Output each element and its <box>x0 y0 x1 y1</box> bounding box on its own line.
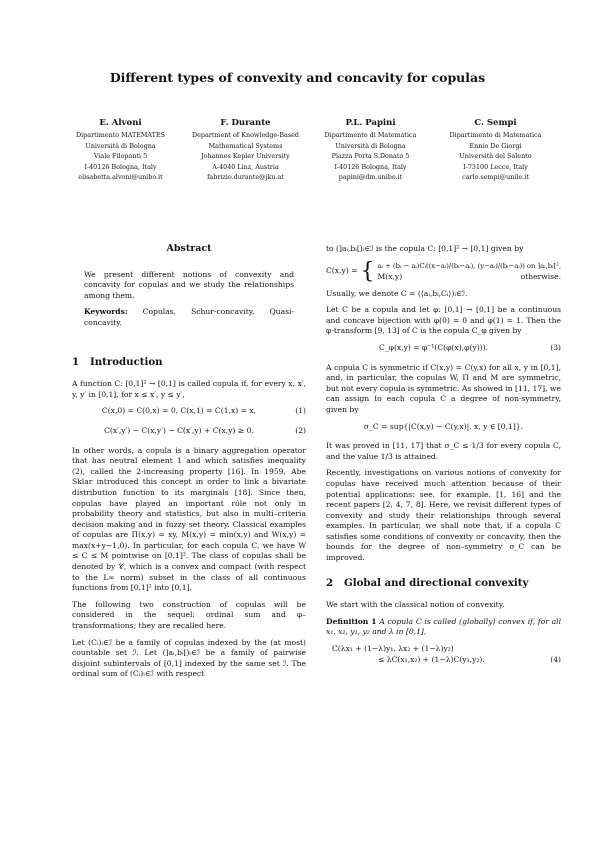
equation-body: C(x,0) = C(0,x) = 0, C(x,1) = C(1,x) = x, <box>101 406 257 416</box>
author-email: carlo.sempi@unile.it <box>462 173 529 181</box>
ordinal-sum-equation <box>326 258 561 284</box>
section-title: Introduction <box>90 355 163 368</box>
equation-2 <box>72 426 306 437</box>
definition-1 <box>326 617 561 638</box>
definition-text: A copula C is called (globally) convex if, for all x₁, x₂, y₁, y₂ and λ in [0,1], <box>326 616 561 637</box>
equation-line-row <box>326 655 561 666</box>
author-list <box>58 117 558 183</box>
author-email: papini@dm.unibo.it <box>338 173 403 181</box>
equation-3 <box>326 343 561 354</box>
equation-body: C_φ(x,y) = φ⁻¹(C(φ(x),φ(y))). <box>379 342 488 352</box>
section-title: Global and directional convexity <box>344 576 529 589</box>
equation-4 <box>326 644 561 665</box>
paragraph: In other words, a copula is a binary aggregation operator that has neutral element 1 and which satisfies inequality (2), called the 2-increasing property [16]. In 1959, Abe Sklar introduced this concept in order to link a bivariate distribution function to its marginals [18]. Since then, copulas have played an important rôle not only in probability theory and statistics, but also in multi–criteria decision making and in fuzzy set theory. Classical examples of copulas are Π(x,y) = xy, M(x,y) = min(x,y) and W(x,y) = max(x+y−1,0). In particular, for each copula C, we have W ≤ C ≤ M pointwise on [0,1]². The class of copulas shall be denoted by 𝒞, which is a convex and compact (with respect to the L∞ norm) subset in the class of all continuous functions from [0,1]² into [0,1]. <box>72 445 306 593</box>
paragraph: We start with the classical notion of convexity. <box>326 600 505 610</box>
author-address-line: Johannes Kepler University <box>201 152 290 160</box>
equation-sigma <box>326 422 561 433</box>
author-block <box>308 117 433 183</box>
keywords-text: Copulas, Schur-concavity, Quasi-concavity. <box>84 307 294 327</box>
right-column <box>326 244 561 665</box>
equation-line: C(λx₁ + (1−λ)y₁, λx₂ + (1−λ)y₂) <box>332 644 454 654</box>
author-affiliation-line: Dipartimento di Matematica <box>324 131 417 139</box>
paper-title: Different types of convexity and concavity for copulas <box>109 70 486 85</box>
author-affiliation-line: Department of Knowledge-Based <box>191 131 300 139</box>
paragraph: A function C: [0,1]² → [0,1] is called copula if, for every x, x′, y, y′ in [0,1], for x ≤ x′, y ≤ y′, <box>72 379 306 399</box>
author-address-line: A-4040 Linz, Austria <box>212 162 279 171</box>
author-affiliation-line: Università di Bologna <box>85 141 156 150</box>
case-condition: on ]aᵢ,bᵢ[², <box>526 262 561 270</box>
abstract <box>84 270 294 329</box>
section-heading-global-convexity <box>326 578 561 589</box>
equation-lhs: C(x,y) = <box>326 266 358 276</box>
paragraph: Usually, we denote C = (⟨aᵢ,bᵢ,Cᵢ⟩)ᵢ∈ℐ. <box>326 288 468 298</box>
paragraph: A copula C is symmetric if C(x,y) = C(y,x) for all x, y in [0,1], and, in particular, the copulas W, Π and M are symmetric, but not every copula is symmetric. As showed in [11, 17], we can assign to each copula C a degree of non-symmetry, given by <box>326 362 561 414</box>
author-address-line: I-40126 Bologna, Italy <box>334 162 407 171</box>
case-condition: otherwise. <box>520 271 561 281</box>
left-column <box>72 244 306 686</box>
author-affiliation-line: Ennio De Giorgi <box>469 141 522 150</box>
author-name: C. Sempi <box>474 118 517 128</box>
paragraph: It was proved in [11, 17] that σ_C ≤ 1/3 for every copula C, and the value 1/3 is attained. <box>326 441 561 461</box>
author-address-line: I-73100 Lecce, Italy <box>463 162 528 171</box>
author-affiliation-line: Dipartimento di Matematica <box>449 131 542 139</box>
paragraph: The following two construction of copulas will be considered in the sequel: ordinal sum and φ–transformations; they are recalled here. <box>72 599 306 631</box>
author-name: F. Durante <box>220 118 271 128</box>
author-block <box>433 117 558 183</box>
author-affiliation-line: Mathematical Systems <box>208 141 283 150</box>
section-heading-introduction <box>72 357 306 368</box>
keywords-label: Keywords: <box>84 307 128 317</box>
case-expression: aᵢ + (bᵢ − aᵢ)Cᵢ((x−aᵢ)/(bᵢ−aᵢ), (y−aᵢ)/(bᵢ−aᵢ)) <box>377 262 525 270</box>
abstract-text: We present different notions of convexity and concavity for copulas and we study the relationships among them. <box>84 269 294 300</box>
equation-number: (1) <box>295 406 306 416</box>
equation-1 <box>72 406 306 417</box>
paragraph: Let (Cᵢ)ᵢ∈ℐ be a family of copulas indexed by the (at most) countable set ℐ. Let (]aᵢ,bᵢ[)ᵢ∈ℐ be a family of pairwise disjoint subintervals of [0,1] indexed by the same set ℐ. The ordinal sum of (Cᵢ)ᵢ∈ℐ with respect <box>72 637 306 679</box>
paragraph: Recently, investigations on various notions of convexity for copulas have received much attention because of their potential applications: see, for example, [1, 16] and the recent papers [2, 4, 7, 8]. Here, we revisit different types of convexity and study their relationships through several examples. In particular, we shall note that, if a copula C satisfies some conditions of convexity or concavity, then the bounds for the degree of non–symmetry σ_C can be improved. <box>326 468 561 563</box>
author-block <box>183 117 308 183</box>
case-row <box>378 261 562 272</box>
section-number: 2 <box>326 576 334 589</box>
author-name: E. Alvoni <box>99 118 142 128</box>
author-affiliation-line: Dipartimento MATEMATES <box>76 131 165 139</box>
author-name: P.L. Papini <box>345 118 396 128</box>
case-expression: M(x,y) <box>377 271 403 281</box>
author-affiliation-line: Università di Bologna <box>335 141 406 150</box>
equation-number: (4) <box>550 654 561 664</box>
author-address-line: Università del Salento <box>459 152 532 160</box>
section-number: 1 <box>72 355 80 368</box>
abstract-heading: Abstract <box>166 243 212 254</box>
author-address-line: Viale Filopanti 5 <box>93 152 148 160</box>
author-email: elisabetta.alvoni@unibo.it <box>78 173 163 181</box>
equation-number: (3) <box>550 342 561 352</box>
case-row <box>378 272 562 283</box>
equation-body: C(x′,y′) − C(x,y′) − C(x′,y) + C(x,y) ≥ 0. <box>104 425 254 435</box>
equation-number: (2) <box>295 425 306 435</box>
paragraph: Let C be a copula and let φ: [0,1] → [0,1] be a continuous and concave bijection with φ(0) = 0 and φ(1) = 1. Then the φ-transform [9, 13] of C is the copula C_φ given by <box>326 305 561 336</box>
case-list <box>378 261 562 282</box>
author-address-line: Piazza Porta S.Donato 5 <box>331 152 410 160</box>
definition-label: Definition 1 <box>326 616 377 626</box>
author-address-line: I-40126 Bologna, Italy <box>84 162 157 171</box>
author-email: fabrizio.durante@jku.at <box>207 173 284 181</box>
paragraph: to (]aᵢ,bᵢ[)ᵢ∈ℐ is the copula C: [0,1]² → [0,1] given by <box>326 244 524 253</box>
equation-body: σ_C = sup{|C(x,y) − C(y,x)|, x, y ∈ [0,1]}. <box>363 421 524 431</box>
equation-line: ≤ λC(x₁,x₂) + (1−λ)C(y₁,y₂). <box>378 654 485 664</box>
author-block <box>58 117 183 183</box>
keywords <box>84 307 294 328</box>
left-brace: { <box>360 258 375 284</box>
